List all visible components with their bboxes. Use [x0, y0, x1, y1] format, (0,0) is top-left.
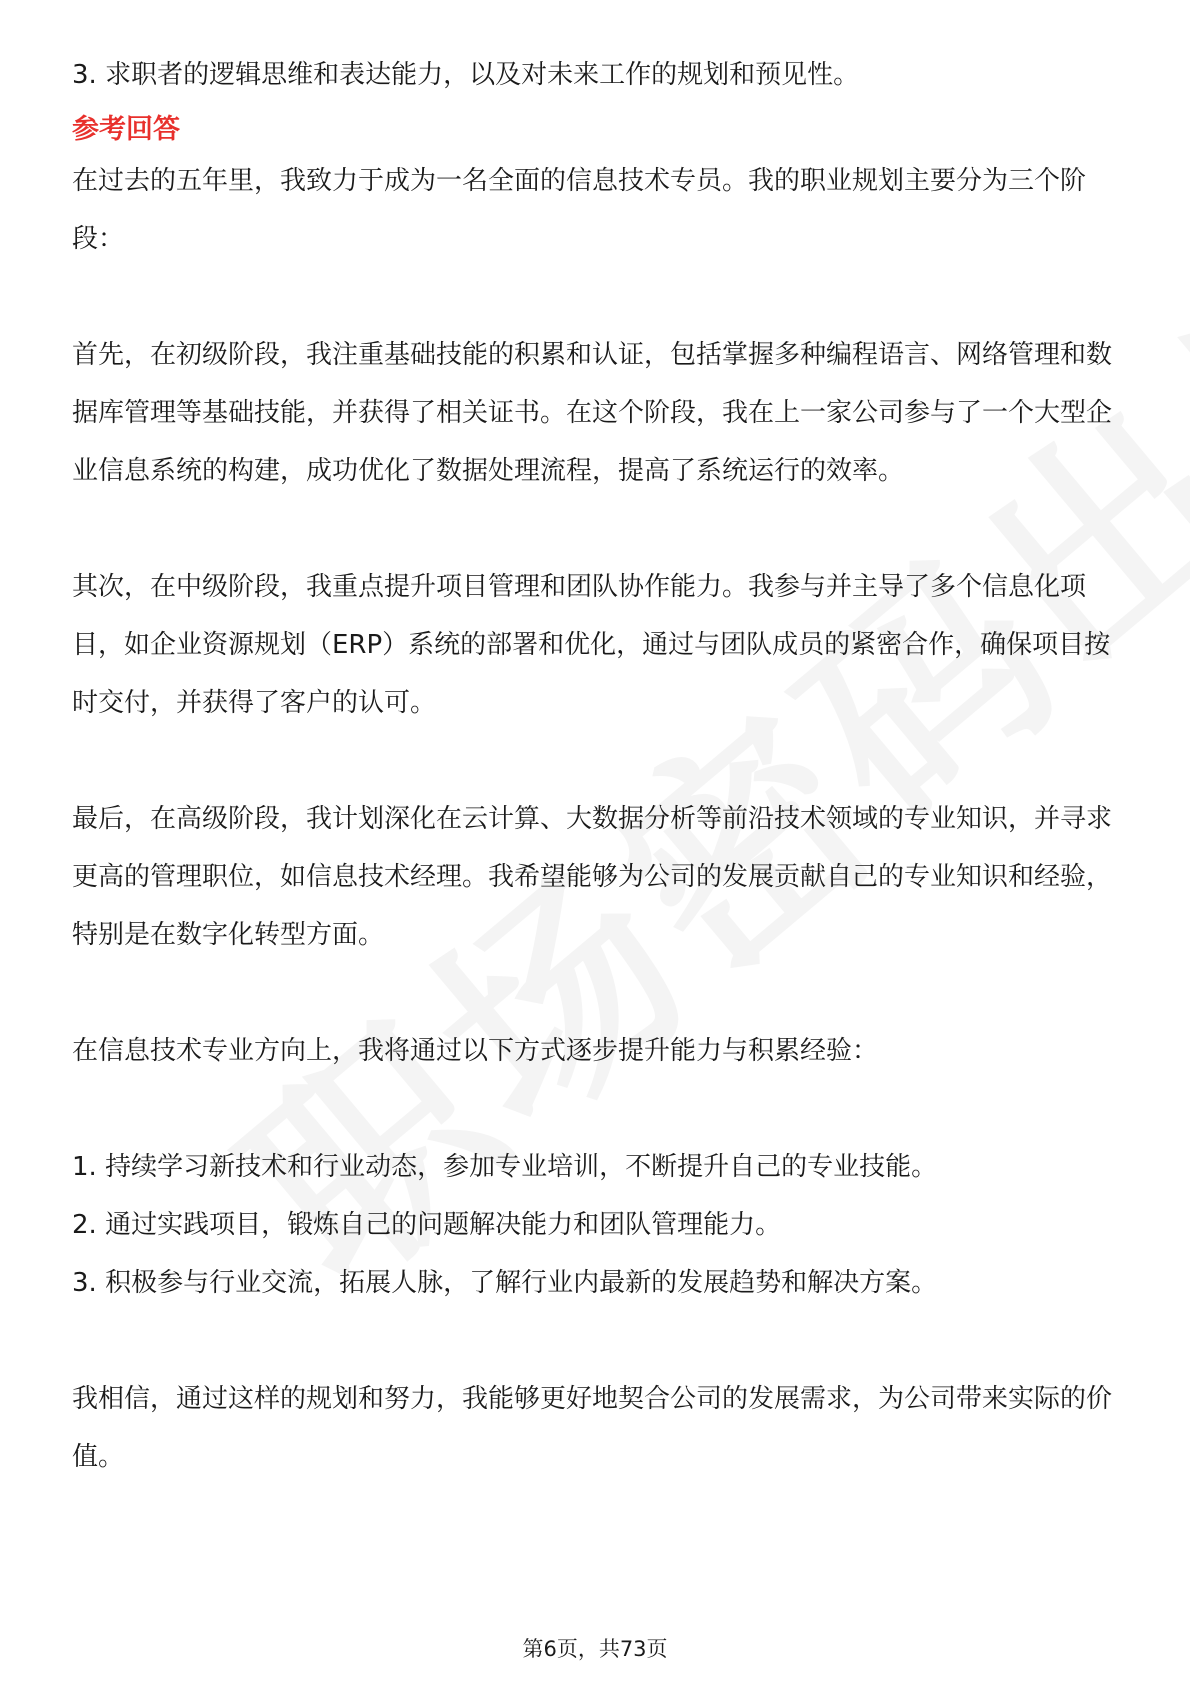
paragraph-stage-3: 最后，在高级阶段，我计划深化在云计算、大数据分析等前沿技术领域的专业知识，并寻求更高的管理职位，如信息技术经理。我希望能够为公司的发展贡献自己的专业知识和经验，特别是在数字化转型方面。	[72, 804, 1113, 950]
paragraph-direction: 在信息技术专业方向上，我将通过以下方式逐步提升能力与积累经验：	[72, 1036, 879, 1066]
spacer	[72, 1312, 1122, 1370]
page-number: 第6页，共73页	[522, 1637, 668, 1661]
spacer	[72, 964, 1122, 1022]
list-item: 3. 积极参与行业交流，拓展人脉，了解行业内最新的发展趋势和解决方案。	[72, 1268, 938, 1298]
spacer	[72, 1080, 1122, 1138]
section-heading: 参考回答	[72, 114, 180, 145]
intro-point: 3. 求职者的逻辑思维和表达能力，以及对未来工作的规划和预见性。	[72, 60, 860, 90]
list-item: 2. 通过实践项目，锻炼自己的问题解决能力和团队管理能力。	[72, 1210, 782, 1240]
paragraph-closing: 我相信，通过这样的规划和努力，我能够更好地契合公司的发展需求，为公司带来实际的价值。	[72, 1384, 1113, 1472]
spacer	[72, 732, 1122, 790]
paragraph-stage-2: 其次，在中级阶段，我重点提升项目管理和团队协作能力。我参与并主导了多个信息化项目，如企业资源规划（ERP）系统的部署和优化，通过与团队成员的紧密合作，确保项目按时交付，并获得了客户的认可。	[72, 572, 1111, 718]
paragraph-stage-1: 首先，在初级阶段，我注重基础技能的积累和认证，包括掌握多种编程语言、网络管理和数据库管理等基础技能，并获得了相关证书。在这个阶段，我在上一家公司参与了一个大型企业信息系统的构建，成功优化了数据处理流程，提高了系统运行的效率。	[72, 340, 1113, 486]
document-content	[72, 46, 1122, 1486]
paragraph-intro: 在过去的五年里，我致力于成为一名全面的信息技术专员。我的职业规划主要分为三个阶段：	[72, 166, 1087, 254]
spacer	[72, 268, 1122, 326]
spacer	[72, 500, 1122, 558]
list-item: 1. 持续学习新技术和行业动态，参加专业培训，不断提升自己的专业技能。	[72, 1152, 938, 1182]
